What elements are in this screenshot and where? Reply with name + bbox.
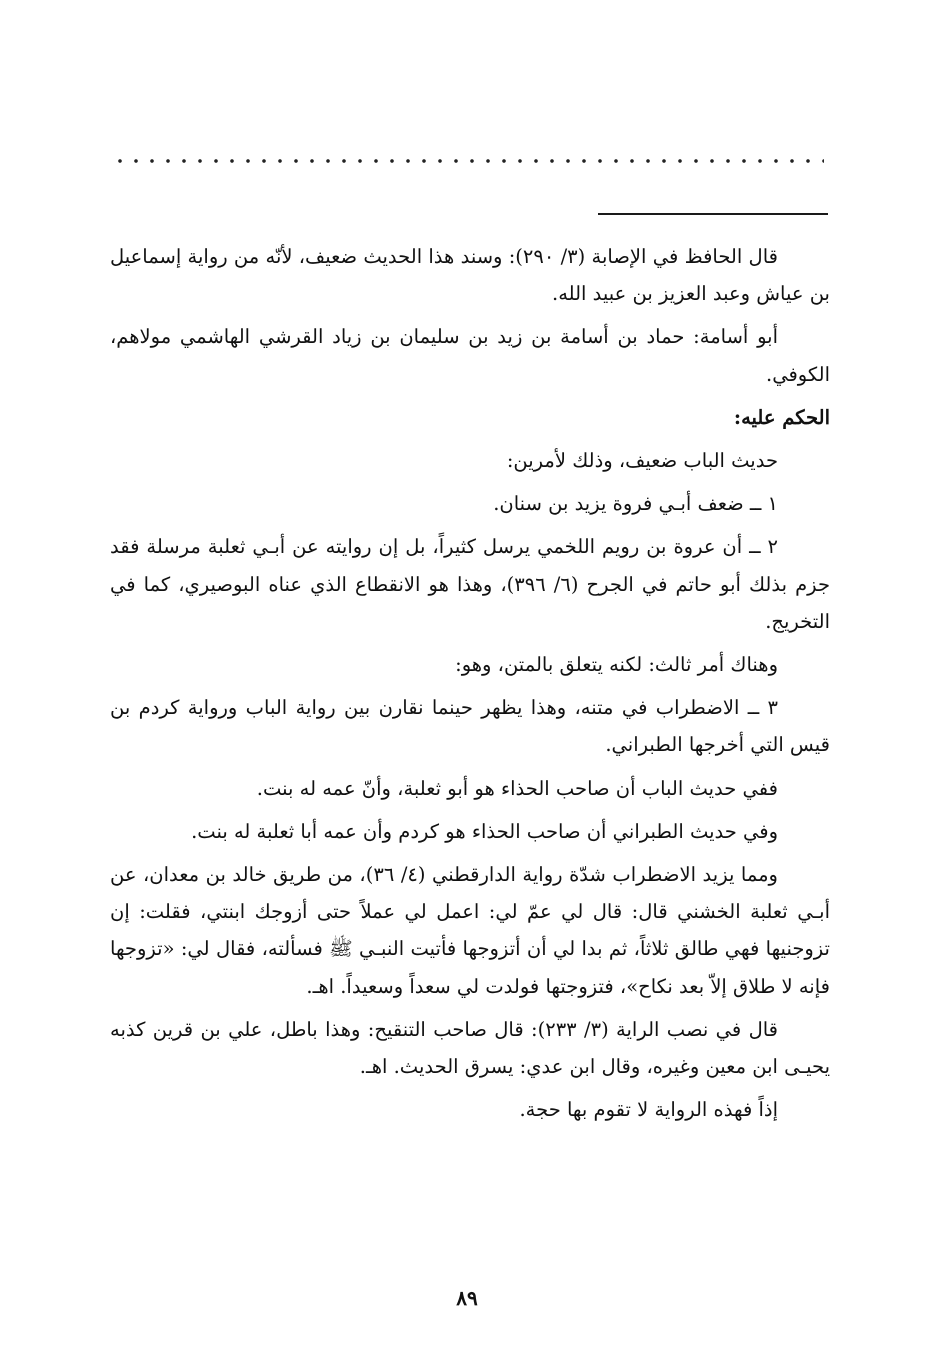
section-heading-ruling: الحكم عليه: (733, 405, 830, 429)
list-item-reason-2: ٢ ــ أن عروة بن رويم اللخمي يرسل كثيراً، بل إن روايته عن أبـي ثعلبة مرسلة فقد جزم بذلك أبو حاتم في الجرح (٦/ ٣٩٦)، وهذا هو الانقطاع الذي عناه البوصيري، كما في التخريج. (110, 535, 830, 633)
paragraph-hadith-weak: حديث الباب ضعيف، وذلك لأمرين: (506, 449, 778, 473)
paragraph-tabarani-hadith: وفي حديث الطبراني أن صاحب الحذاء هو كردم وأن عمه أبا ثعلبة له بنت. (191, 819, 778, 843)
paragraph-bab-hadith: ففي حديث الباب أن صاحب الحذاء هو أبو ثعلبة، وأنّ عمه له بنت. (256, 776, 778, 800)
paragraph-isaba-citation: قال الحافظ في الإصابة (٣/ ٢٩٠): وسند هذا الحديث ضعيف، لأنّه من رواية إسماعيل بن عياش وعبد العزيز بن عبيد الله. (110, 245, 830, 306)
list-item-reason-3: ٣ ــ الاضطراب في متنه، وهذا يظهر حينما نقارن بين رواية الباب ورواية كردم بن قيس التي أخرجها الطبراني. (110, 696, 830, 757)
page-body (110, 238, 830, 1128)
paragraph-daraqutni-narration: ومما يزيد الاضطراب شدّة رواية الدارقطني (٤/ ٣٦)، من طريق خالد بن معدان، عن أبـي ثعلبة الخشني قال: قال لي عمّ لي: اعمل لي عملاً حتى أزوجك ابنتي، فقلت: إن تزوجنيها فهي طالق ثلاثاً، ثم بدا لي أن أتزوجها فأتيت النبـي ﷺ فسألته، فقال لي: «تزوجها فإنه لا طلاق إلاّ بعد نكاح»، فتزوجتها فولدت لي سعداً وسعيداً. اهـ. (110, 863, 830, 998)
paragraph-conclusion: إذاً فهذه الرواية لا تقوم بها حجة. (519, 1098, 778, 1122)
list-item-reason-1: ١ ــ ضعف أبـي فروة يزيد بن سنان. (493, 492, 778, 516)
paragraph-abu-usama: أبو أسامة: حماد بن أسامة بن زيد بن سليمان بن زياد القرشي الهاشمي مولاهم، الكوفي. (110, 325, 830, 386)
page-number: ٨٩ (456, 1286, 478, 1310)
paragraph-nasb-al-raya: قال في نصب الراية (٣/ ٢٣٣): قال صاحب التنقيح: وهذا باطل، علي بن قرين كذبه يحيـى ابن معين وغيره، وقال ابن عدي: يسرق الحديث. اهـ. (110, 1017, 830, 1079)
paragraph-third-matter: وهناك أمر ثالث: لكنه يتعلق بالمتن، وهو: (455, 653, 778, 677)
footnote-rule (598, 213, 828, 215)
dotted-separator (112, 154, 824, 168)
